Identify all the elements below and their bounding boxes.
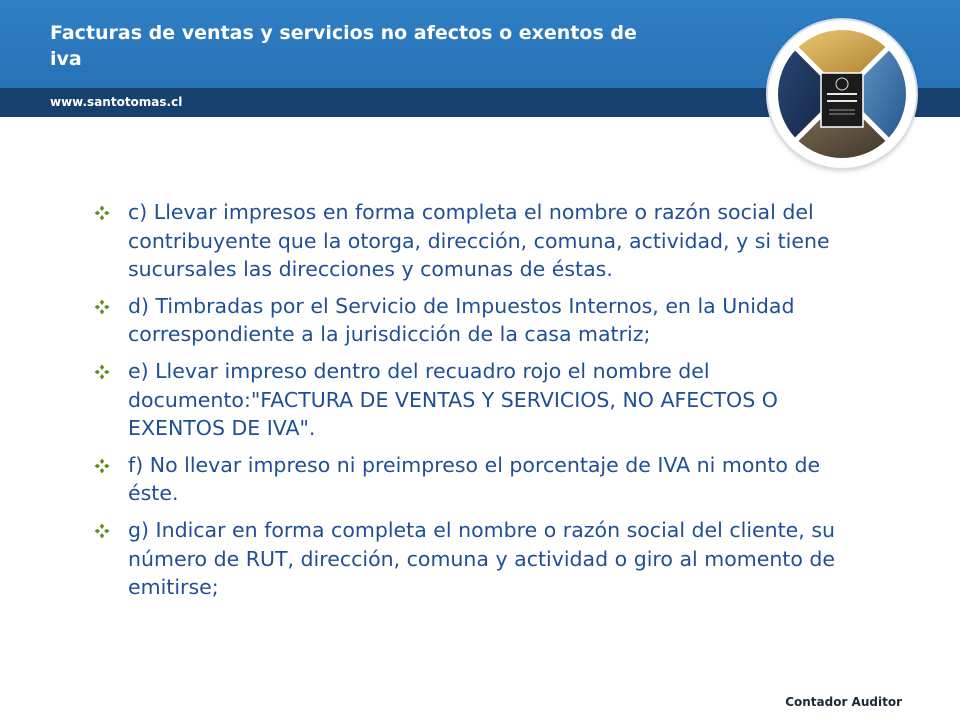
diamond-bullet-icon (94, 364, 110, 380)
list-item (94, 451, 854, 508)
diamond-bullet-icon (94, 523, 110, 539)
list-item (94, 516, 854, 602)
list-item (94, 357, 854, 443)
logo-emblem-icon (768, 20, 916, 168)
bullet-text: g) Indicar en forma completa el nombre o razón social del cliente, su número de RUT, dirección, comuna y actividad o giro al momento de emitirse; (128, 517, 836, 600)
list-item (94, 292, 854, 349)
bullet-text: d) Timbradas por el Servicio de Impuestos Internos, en la Unidad correspondiente a la jurisdicción de la casa matriz; (128, 293, 795, 347)
diamond-bullet-icon (94, 458, 110, 474)
bullet-text: c) Llevar impresos en forma completa el nombre o razón social del contribuyente que la otorga, dirección, comuna, actividad, y si tiene sucursales las direcciones y comunas de éstas. (128, 200, 830, 282)
list-item (94, 198, 854, 284)
diamond-bullet-icon (94, 299, 110, 315)
bullet-list (94, 198, 854, 610)
bullet-text: e) Llevar impreso dentro del recuadro rojo el nombre del documento:"FACTURA DE VENTAS Y SERVICIOS, NO AFECTOS O EXENTOS DE IVA". (128, 358, 778, 441)
santo-tomas-logo (768, 20, 916, 168)
slide-title: Facturas de ventas y servicios no afectos o exentos de iva (50, 22, 637, 70)
diamond-bullet-icon (94, 205, 110, 221)
site-url: www.santotomas.cl (50, 95, 183, 109)
footer-label: Contador Auditor (785, 695, 902, 709)
bullet-text: f) No llevar impreso ni preimpreso el porcentaje de IVA ni monto de éste. (128, 452, 821, 506)
